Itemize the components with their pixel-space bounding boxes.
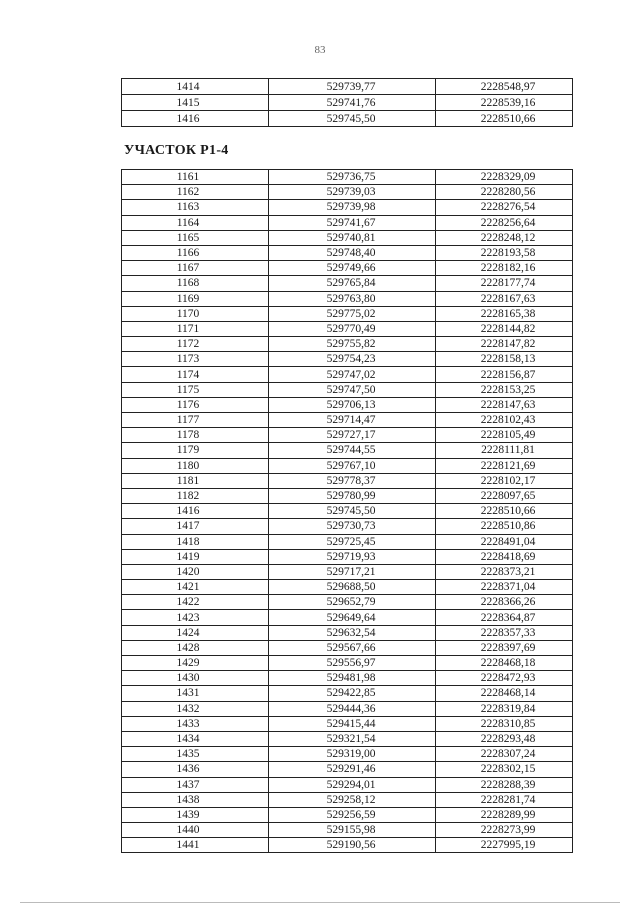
point-number-cell: 1162 <box>122 185 269 200</box>
point-number-cell: 1172 <box>122 337 269 352</box>
y-coordinate-cell: 2228165,38 <box>436 306 573 321</box>
point-number-cell: 1428 <box>122 640 269 655</box>
x-coordinate-cell: 529444,36 <box>269 701 436 716</box>
table-row <box>122 111 573 127</box>
x-coordinate-cell: 529739,98 <box>269 200 436 215</box>
table-row <box>122 95 573 111</box>
point-number-cell: 1423 <box>122 610 269 625</box>
point-number-cell: 1422 <box>122 595 269 610</box>
y-coordinate-cell: 2228472,93 <box>436 671 573 686</box>
y-coordinate-cell: 2228307,24 <box>436 747 573 762</box>
x-coordinate-cell: 529632,54 <box>269 625 436 640</box>
table-row <box>122 792 573 807</box>
y-coordinate-cell: 2228248,12 <box>436 230 573 245</box>
y-coordinate-cell: 2228147,82 <box>436 337 573 352</box>
y-coordinate-cell: 2228153,25 <box>436 382 573 397</box>
point-number-cell: 1440 <box>122 823 269 838</box>
x-coordinate-cell: 529256,59 <box>269 807 436 822</box>
y-coordinate-cell: 2228319,84 <box>436 701 573 716</box>
point-number-cell: 1179 <box>122 443 269 458</box>
table-row <box>122 747 573 762</box>
table-row <box>122 549 573 564</box>
table-row <box>122 79 573 95</box>
table-row <box>122 200 573 215</box>
y-coordinate-cell: 2228288,39 <box>436 777 573 792</box>
x-coordinate-cell: 529190,56 <box>269 838 436 853</box>
section-title: УЧАСТОК Р1-4 <box>124 143 229 158</box>
y-coordinate-cell: 2228177,74 <box>436 276 573 291</box>
table-row <box>122 762 573 777</box>
point-number-cell: 1434 <box>122 731 269 746</box>
x-coordinate-cell: 529706,13 <box>269 397 436 412</box>
table-row <box>122 625 573 640</box>
x-coordinate-cell: 529719,93 <box>269 549 436 564</box>
y-coordinate-cell: 2228468,18 <box>436 656 573 671</box>
table-row <box>122 245 573 260</box>
point-number-cell: 1164 <box>122 215 269 230</box>
table-row <box>122 564 573 579</box>
y-coordinate-cell: 2228418,69 <box>436 549 573 564</box>
x-coordinate-cell: 529321,54 <box>269 731 436 746</box>
table-row <box>122 807 573 822</box>
table-row <box>122 170 573 185</box>
point-number-cell: 1439 <box>122 807 269 822</box>
x-coordinate-cell: 529745,50 <box>269 504 436 519</box>
point-number-cell: 1441 <box>122 838 269 853</box>
table-row <box>122 352 573 367</box>
table-row <box>122 473 573 488</box>
x-coordinate-cell: 529688,50 <box>269 580 436 595</box>
y-coordinate-cell: 2228111,81 <box>436 443 573 458</box>
table-row <box>122 215 573 230</box>
x-coordinate-cell: 529763,80 <box>269 291 436 306</box>
y-coordinate-cell: 2228539,16 <box>436 95 573 111</box>
y-coordinate-cell: 2228273,99 <box>436 823 573 838</box>
x-coordinate-cell: 529745,50 <box>269 111 436 127</box>
table-row <box>122 367 573 382</box>
point-number-cell: 1178 <box>122 428 269 443</box>
point-number-cell: 1435 <box>122 747 269 762</box>
x-coordinate-cell: 529780,99 <box>269 488 436 503</box>
x-coordinate-cell: 529736,75 <box>269 170 436 185</box>
point-number-cell: 1166 <box>122 245 269 260</box>
table-row <box>122 291 573 306</box>
y-coordinate-cell: 2228102,43 <box>436 413 573 428</box>
point-number-cell: 1433 <box>122 716 269 731</box>
table-row <box>122 777 573 792</box>
table-row <box>122 382 573 397</box>
y-coordinate-cell: 2228281,74 <box>436 792 573 807</box>
coordinates-table-r1-4-body <box>122 170 573 853</box>
y-coordinate-cell: 2228144,82 <box>436 321 573 336</box>
table-row <box>122 458 573 473</box>
table-row <box>122 838 573 853</box>
point-number-cell: 1418 <box>122 534 269 549</box>
table-row <box>122 337 573 352</box>
point-number-cell: 1175 <box>122 382 269 397</box>
table-row <box>122 519 573 534</box>
y-coordinate-cell: 2228397,69 <box>436 640 573 655</box>
y-coordinate-cell: 2228289,99 <box>436 807 573 822</box>
point-number-cell: 1432 <box>122 701 269 716</box>
point-number-cell: 1429 <box>122 656 269 671</box>
y-coordinate-cell: 2228256,64 <box>436 215 573 230</box>
x-coordinate-cell: 529727,17 <box>269 428 436 443</box>
x-coordinate-cell: 529258,12 <box>269 792 436 807</box>
point-number-cell: 1181 <box>122 473 269 488</box>
point-number-cell: 1180 <box>122 458 269 473</box>
x-coordinate-cell: 529567,66 <box>269 640 436 655</box>
y-coordinate-cell: 2228491,04 <box>436 534 573 549</box>
point-number-cell: 1161 <box>122 170 269 185</box>
table-row <box>122 504 573 519</box>
point-number-cell: 1416 <box>122 504 269 519</box>
y-coordinate-cell: 2228097,65 <box>436 488 573 503</box>
x-coordinate-cell: 529319,00 <box>269 747 436 762</box>
x-coordinate-cell: 529767,10 <box>269 458 436 473</box>
point-number-cell: 1170 <box>122 306 269 321</box>
table-row <box>122 230 573 245</box>
x-coordinate-cell: 529291,46 <box>269 762 436 777</box>
table-row <box>122 276 573 291</box>
table-row <box>122 443 573 458</box>
y-coordinate-cell: 2228293,48 <box>436 731 573 746</box>
x-coordinate-cell: 529481,98 <box>269 671 436 686</box>
point-number-cell: 1420 <box>122 564 269 579</box>
x-coordinate-cell: 529725,45 <box>269 534 436 549</box>
point-number-cell: 1169 <box>122 291 269 306</box>
x-coordinate-cell: 529294,01 <box>269 777 436 792</box>
x-coordinate-cell: 529422,85 <box>269 686 436 701</box>
y-coordinate-cell: 2228280,56 <box>436 185 573 200</box>
table-row <box>122 731 573 746</box>
table-row <box>122 656 573 671</box>
table-row <box>122 580 573 595</box>
x-coordinate-cell: 529714,47 <box>269 413 436 428</box>
coordinates-table-continued-body <box>122 79 573 127</box>
y-coordinate-cell: 2228276,54 <box>436 200 573 215</box>
table-row <box>122 185 573 200</box>
table-row <box>122 321 573 336</box>
y-coordinate-cell: 2228102,17 <box>436 473 573 488</box>
y-coordinate-cell: 2228366,26 <box>436 595 573 610</box>
point-number-cell: 1437 <box>122 777 269 792</box>
y-coordinate-cell: 2228158,13 <box>436 352 573 367</box>
x-coordinate-cell: 529740,81 <box>269 230 436 245</box>
table-row <box>122 701 573 716</box>
table-row <box>122 686 573 701</box>
x-coordinate-cell: 529739,77 <box>269 79 436 95</box>
x-coordinate-cell: 529747,02 <box>269 367 436 382</box>
y-coordinate-cell: 2228510,66 <box>436 504 573 519</box>
x-coordinate-cell: 529747,50 <box>269 382 436 397</box>
table-row <box>122 261 573 276</box>
point-number-cell: 1176 <box>122 397 269 412</box>
table-row <box>122 534 573 549</box>
x-coordinate-cell: 529739,03 <box>269 185 436 200</box>
table-row <box>122 671 573 686</box>
table-row <box>122 716 573 731</box>
y-coordinate-cell: 2228156,87 <box>436 367 573 382</box>
x-coordinate-cell: 529749,66 <box>269 261 436 276</box>
y-coordinate-cell: 2228105,49 <box>436 428 573 443</box>
x-coordinate-cell: 529649,64 <box>269 610 436 625</box>
table-row <box>122 413 573 428</box>
coordinates-table-r1-4 <box>121 169 573 853</box>
x-coordinate-cell: 529652,79 <box>269 595 436 610</box>
page-number: 83 <box>314 44 326 56</box>
y-coordinate-cell: 2228468,14 <box>436 686 573 701</box>
x-coordinate-cell: 529717,21 <box>269 564 436 579</box>
x-coordinate-cell: 529155,98 <box>269 823 436 838</box>
x-coordinate-cell: 529741,76 <box>269 95 436 111</box>
point-number-cell: 1174 <box>122 367 269 382</box>
point-number-cell: 1417 <box>122 519 269 534</box>
point-number-cell: 1167 <box>122 261 269 276</box>
x-coordinate-cell: 529765,84 <box>269 276 436 291</box>
table-row <box>122 640 573 655</box>
y-coordinate-cell: 2228373,21 <box>436 564 573 579</box>
y-coordinate-cell: 2228364,87 <box>436 610 573 625</box>
x-coordinate-cell: 529755,82 <box>269 337 436 352</box>
x-coordinate-cell: 529730,73 <box>269 519 436 534</box>
point-number-cell: 1431 <box>122 686 269 701</box>
coordinates-table-continued <box>121 78 573 127</box>
y-coordinate-cell: 2228510,66 <box>436 111 573 127</box>
x-coordinate-cell: 529744,55 <box>269 443 436 458</box>
table-row <box>122 397 573 412</box>
x-coordinate-cell: 529556,97 <box>269 656 436 671</box>
point-number-cell: 1419 <box>122 549 269 564</box>
y-coordinate-cell: 2228182,16 <box>436 261 573 276</box>
y-coordinate-cell: 2228121,69 <box>436 458 573 473</box>
x-coordinate-cell: 529748,40 <box>269 245 436 260</box>
point-number-cell: 1168 <box>122 276 269 291</box>
point-number-cell: 1414 <box>122 79 269 95</box>
table-row <box>122 488 573 503</box>
y-coordinate-cell: 2228193,58 <box>436 245 573 260</box>
point-number-cell: 1177 <box>122 413 269 428</box>
table-row <box>122 595 573 610</box>
point-number-cell: 1424 <box>122 625 269 640</box>
point-number-cell: 1182 <box>122 488 269 503</box>
y-coordinate-cell: 2228310,85 <box>436 716 573 731</box>
y-coordinate-cell: 2228548,97 <box>436 79 573 95</box>
y-coordinate-cell: 2228371,04 <box>436 580 573 595</box>
point-number-cell: 1171 <box>122 321 269 336</box>
x-coordinate-cell: 529741,67 <box>269 215 436 230</box>
x-coordinate-cell: 529754,23 <box>269 352 436 367</box>
point-number-cell: 1421 <box>122 580 269 595</box>
table-row <box>122 428 573 443</box>
x-coordinate-cell: 529778,37 <box>269 473 436 488</box>
point-number-cell: 1173 <box>122 352 269 367</box>
point-number-cell: 1438 <box>122 792 269 807</box>
y-coordinate-cell: 2228147,63 <box>436 397 573 412</box>
point-number-cell: 1416 <box>122 111 269 127</box>
y-coordinate-cell: 2228302,15 <box>436 762 573 777</box>
y-coordinate-cell: 2228357,33 <box>436 625 573 640</box>
point-number-cell: 1436 <box>122 762 269 777</box>
y-coordinate-cell: 2228329,09 <box>436 170 573 185</box>
x-coordinate-cell: 529775,02 <box>269 306 436 321</box>
y-coordinate-cell: 2228167,63 <box>436 291 573 306</box>
point-number-cell: 1415 <box>122 95 269 111</box>
point-number-cell: 1430 <box>122 671 269 686</box>
x-coordinate-cell: 529415,44 <box>269 716 436 731</box>
point-number-cell: 1165 <box>122 230 269 245</box>
table-row <box>122 610 573 625</box>
table-row <box>122 823 573 838</box>
y-coordinate-cell: 2227995,19 <box>436 838 573 853</box>
point-number-cell: 1163 <box>122 200 269 215</box>
x-coordinate-cell: 529770,49 <box>269 321 436 336</box>
table-row <box>122 306 573 321</box>
page-bottom-divider <box>20 902 620 903</box>
y-coordinate-cell: 2228510,86 <box>436 519 573 534</box>
